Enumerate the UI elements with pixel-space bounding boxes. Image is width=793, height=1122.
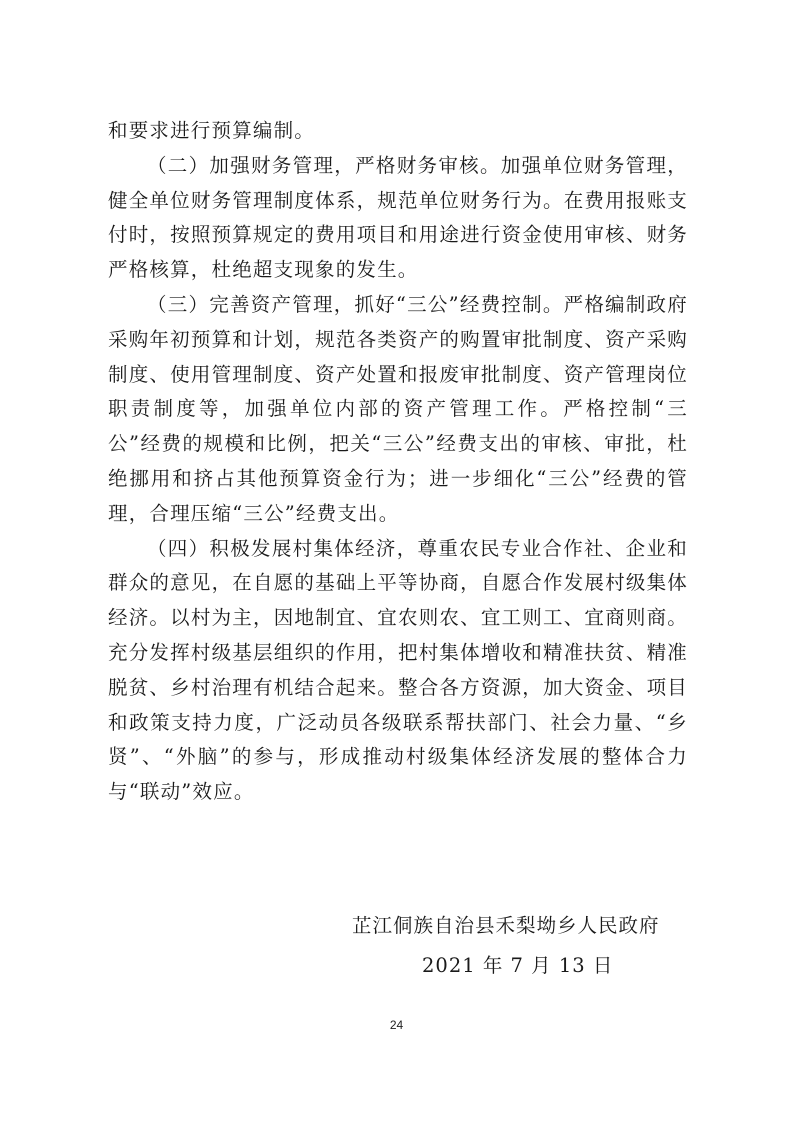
page-number: 24: [389, 1018, 404, 1032]
signature-organization: 芷江侗族自治县禾梨坳乡人民政府: [352, 914, 660, 937]
signature-block: [340, 906, 700, 986]
paragraph-asset-management: （三）完善资产管理，抓好“三公”经费控制。严格编制政府采购年初预算和计划，规范各类资产的购置审批制度、资产采购制度、使用管理制度、资产处置和报废审批制度、资产管理岗位职责制度等，加强单位内部的资产管理工作。严格控制“三公”经费的规模和比例，把关“三公”经费支出的审核、审批，杜绝挪用和挤占其他预算资金行为；进一步细化“三公”经费的管理，合理压缩“三公”经费支出。: [108, 292, 688, 525]
signature-date: 2021 年 7 月 13 日: [422, 954, 614, 977]
document-body: [108, 114, 688, 810]
paragraph-collective-economy: （四）积极发展村集体经济，尊重农民专业合作社、企业和群众的意见，在自愿的基础上平等协商，自愿合作发展村级集体经济。以村为主，因地制宜、宜农则农、宜工则工、宜商则商。充分发挥村级基层组织的作用，把村集体增收和精准扶贫、精准脱贫、乡村治理有机结合起来。整合各方资源，加大资金、项目和政策支持力度，广泛动员各级联系帮扶部门、社会力量、“乡贤”、“外脑”的参与，形成推动村级集体经济发展的整体合力与“联动”效应。: [108, 536, 688, 804]
paragraph-financial-management: （二）加强财务管理，严格财务审核。加强单位财务管理，健全单位财务管理制度体系，规范单位财务行为。在费用报账支付时，按照预算规定的费用项目和用途进行资金使用审核、财务严格核算，杜绝超支现象的发生。: [108, 153, 688, 282]
paragraph-continuation: 和要求进行预算编制。: [108, 119, 316, 142]
